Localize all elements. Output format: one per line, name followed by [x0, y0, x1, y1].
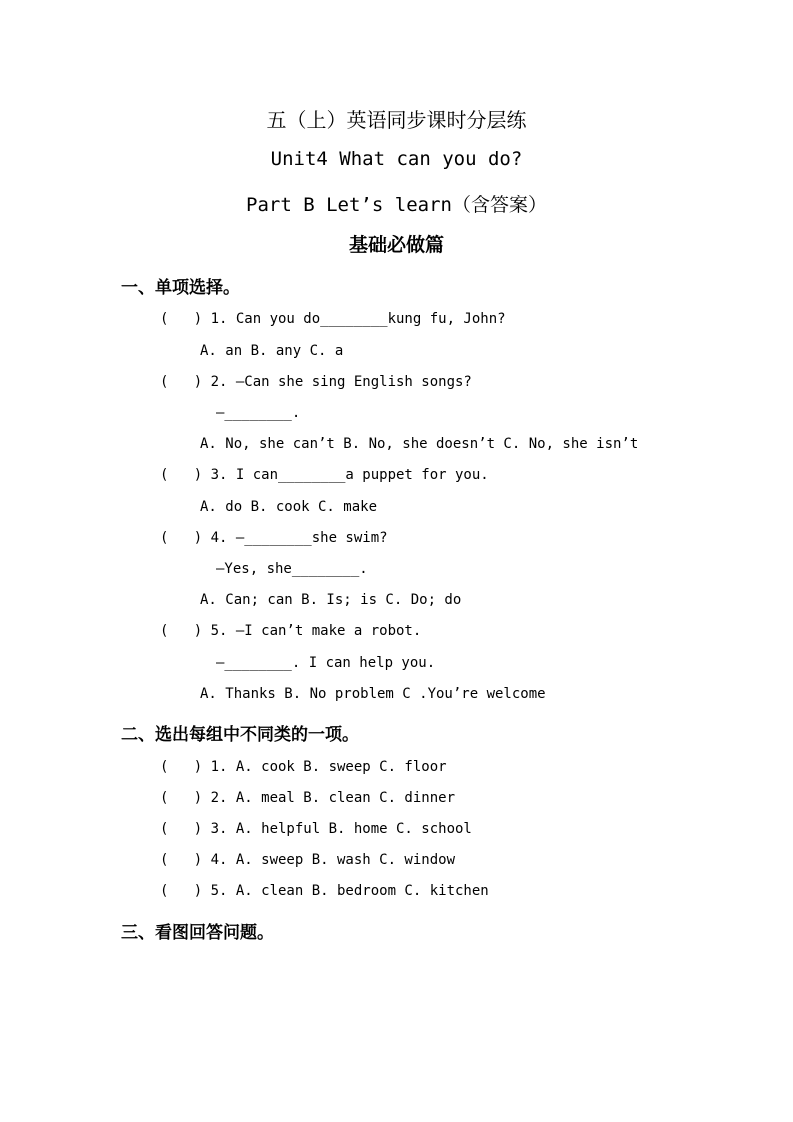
question-line: ( ) 4. —________she swim?	[160, 530, 388, 546]
options-line: A. an B. any C. a	[200, 343, 344, 359]
answer-blank-line: —________.	[216, 405, 301, 421]
level-title: 基础必做篇	[348, 234, 444, 256]
answer-blank-line: —Yes, she________.	[216, 561, 368, 577]
question-line: ( ) 1. Can you do________kung fu, John?	[160, 311, 506, 327]
options-line: A. No, she can’t B. No, she doesn’t C. No, she isn’t	[200, 436, 639, 452]
answer-blank-line: —________. I can help you.	[216, 655, 436, 671]
question-line: ( ) 1. A. cook B. sweep C. floor	[160, 759, 447, 775]
options-line: A. Can; can B. Is; is C. Do; do	[200, 592, 462, 608]
section-1-heading: 一、单项选择。	[121, 278, 240, 298]
section-2-heading: 二、选出每组中不同类的一项。	[121, 725, 359, 745]
question-line: ( ) 3. A. helpful B. home C. school	[160, 821, 472, 837]
question-line: ( ) 5. A. clean B. bedroom C. kitchen	[160, 883, 489, 899]
question-line: ( ) 2. —Can she sing English songs?	[160, 374, 472, 390]
question-line: ( ) 2. A. meal B. clean C. dinner	[160, 790, 456, 806]
section-3-heading: 三、看图回答问题。	[121, 923, 274, 943]
options-line: A. do B. cook C. make	[200, 499, 378, 515]
question-line: ( ) 3. I can________a puppet for you.	[160, 467, 489, 483]
part-title: Part B Let’s learn（含答案）	[246, 194, 547, 216]
unit-title: Unit4 What can you do?	[270, 148, 523, 170]
question-line: ( ) 4. A. sweep B. wash C. window	[160, 852, 456, 868]
options-line: A. Thanks B. No problem C .You’re welcome	[200, 686, 546, 702]
question-line: ( ) 5. —I can’t make a robot.	[160, 623, 422, 639]
document-title: 五（上）英语同步课时分层练	[266, 108, 527, 132]
